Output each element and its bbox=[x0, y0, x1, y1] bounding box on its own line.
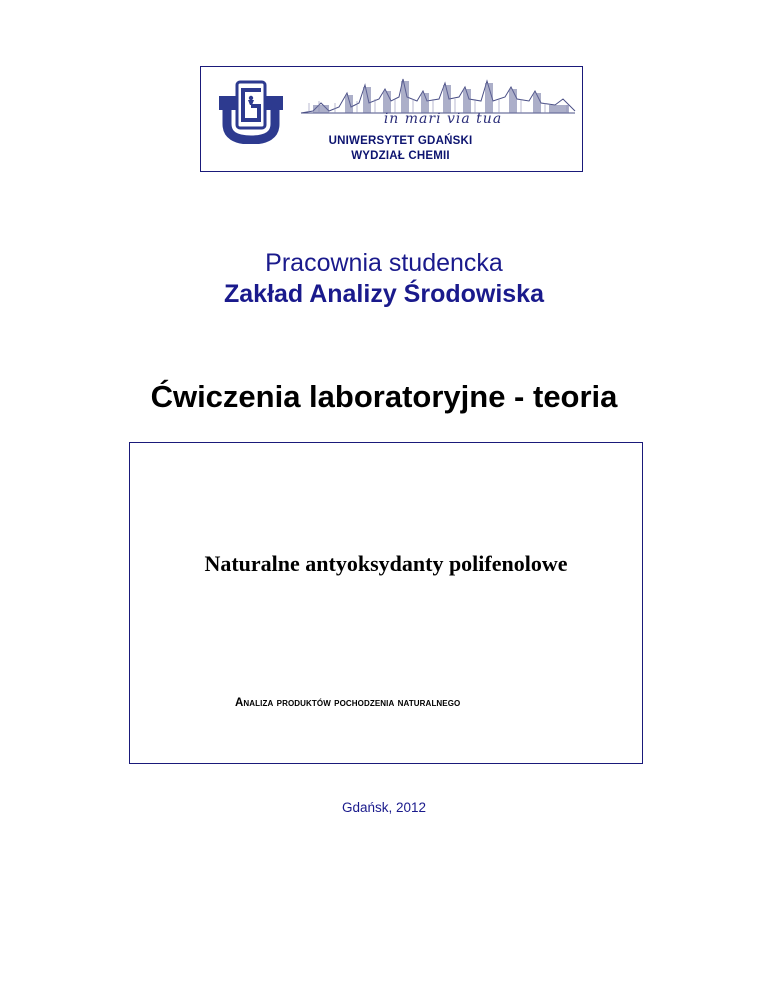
university-header bbox=[200, 66, 583, 172]
faculty-name: WYDZIAŁ CHEMII bbox=[351, 150, 450, 162]
department-name: Zakład Analizy Środowiska bbox=[223, 280, 544, 308]
topic-box bbox=[129, 442, 643, 764]
topic-title: Naturalne antyoksydanty polifenolowe bbox=[204, 551, 568, 576]
place-and-date: Gdańsk, 2012 bbox=[341, 800, 427, 815]
course-name: Analiza produktów pochodzenia naturalnego bbox=[235, 697, 461, 709]
document-title: Ćwiczenia laboratoryjne - teoria bbox=[150, 379, 618, 414]
university-name: UNIWERSYTET GDAŃSKI bbox=[328, 135, 473, 147]
lab-name: Pracownia studencka bbox=[265, 249, 503, 277]
university-motto: in mari via tua bbox=[383, 111, 503, 127]
